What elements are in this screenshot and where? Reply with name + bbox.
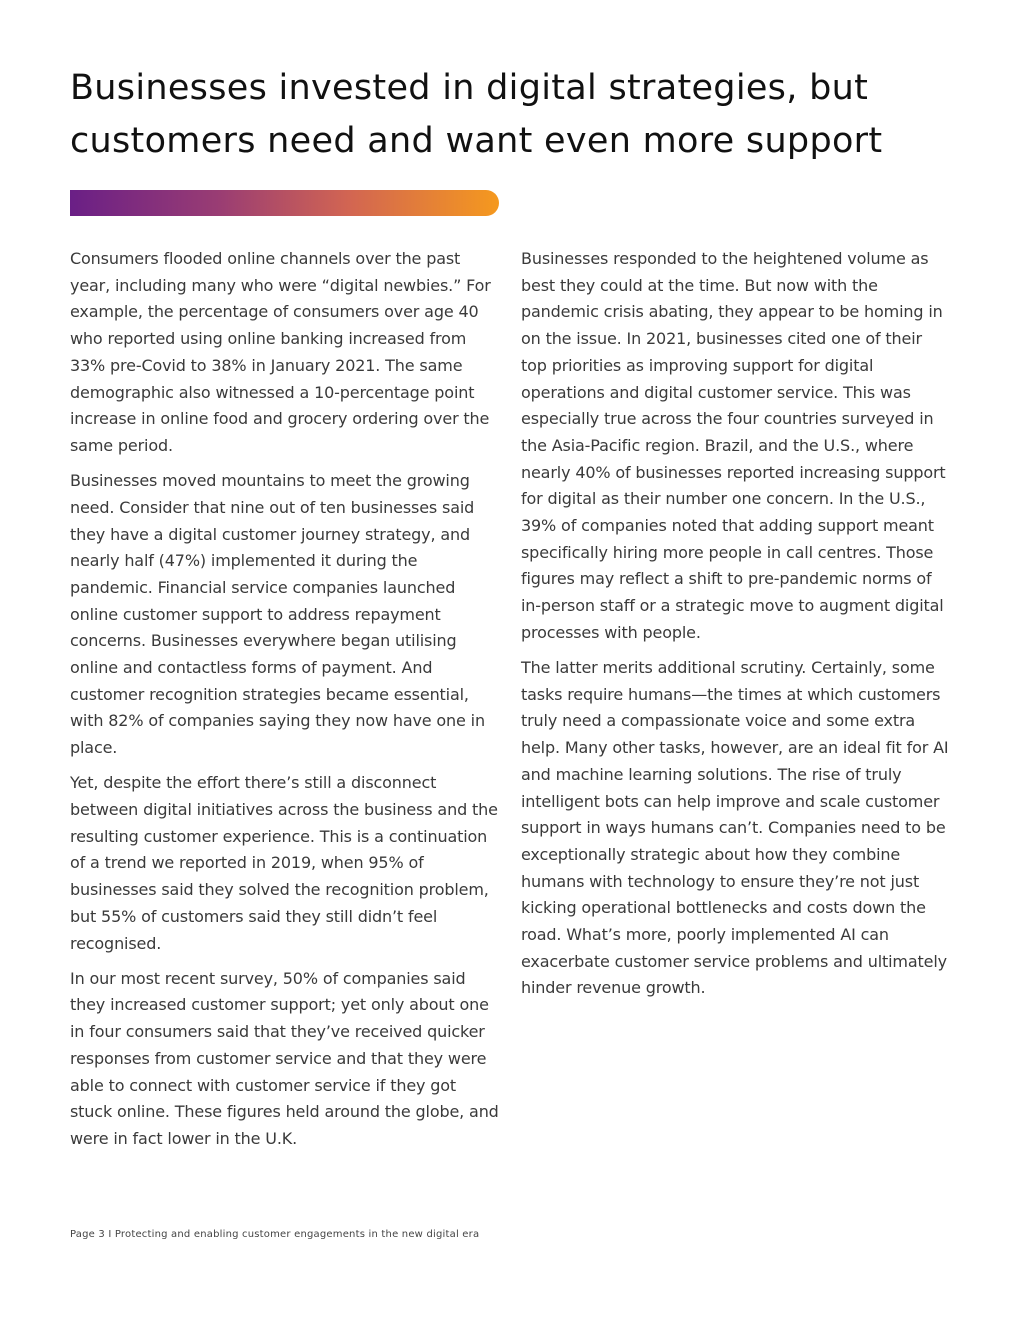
page-footer: Page 3 I Protecting and enabling customer engagements in the new digital era [70, 1229, 480, 1240]
right-text-column [521, 246, 951, 1011]
gradient-accent-bar [70, 190, 499, 216]
body-paragraph: Businesses responded to the heightened volume as best they could at the time. But now with the pandemic crisis abating, they appear to be homing in on the issue. In 2021, businesses cited one of their top priorities as improving support for digital operations and digital customer service. This was especially true across the four countries surveyed in the Asia-Pacific region. Brazil, and the U.S., where nearly 40% of businesses reported increasing support for digital as their number one concern. In the U.S., 39% of companies noted that adding support meant specifically hiring more people in call centres. Those figures may reflect a shift to pre-pandemic norms of in-person staff or a strategic move to augment digital processes with people. [521, 249, 946, 642]
body-paragraph: Businesses moved mountains to meet the growing need. Consider that nine out of ten businesses said they have a digital customer journey strategy, and nearly half (47%) implemented it during the pandemic. Financial service companies launched online customer support to address repayment concerns. Businesses everywhere began utilising online and contactless forms of payment. And customer recognition strategies became essential, with 82% of companies saying they now have one in place. [70, 471, 485, 758]
left-text-column [70, 246, 502, 1161]
body-paragraph: In our most recent survey, 50% of companies said they increased customer support; yet only about one in four consumers said that they’ve received quicker responses from customer service and that they were able to connect with customer service if they got stuck online. These figures held around the globe, and were in fact lower in the U.K. [70, 968, 499, 1148]
body-paragraph: Yet, despite the effort there’s still a disconnect between digital initiatives across the business and the resulting customer experience. This is a continuation of a trend we reported in 2019, when 95% of businesses said they solved the recognition problem, but 55% of customers said they still didn’t feel recognised. [70, 773, 498, 953]
page-headline: Businesses invested in digital strategies, but customers need and want even more support [70, 68, 883, 161]
body-paragraph: The latter merits additional scrutiny. Certainly, some tasks require humans—the times at which customers truly need a compassionate voice and some extra help. Many other tasks, however, are an ideal fit for AI and machine learning solutions. The rise of truly intelligent bots can help improve and scale customer support in ways humans can’t. Companies need to be exceptionally strategic about how they combine humans with technology to ensure they’re not just kicking operational bottlenecks and costs down the road. What’s more, poorly implemented AI can exacerbate customer service problems and ultimately hinder revenue growth. [521, 658, 949, 998]
body-paragraph: Consumers flooded online channels over the past year, including many who were “digital newbies.” For example, the percentage of consumers over age 40 who reported using online banking increased from 33% pre-Covid to 38% in January 2021. The same demographic also witnessed a 10-percentage point increase in online food and grocery ordering over the same period. [70, 249, 491, 455]
